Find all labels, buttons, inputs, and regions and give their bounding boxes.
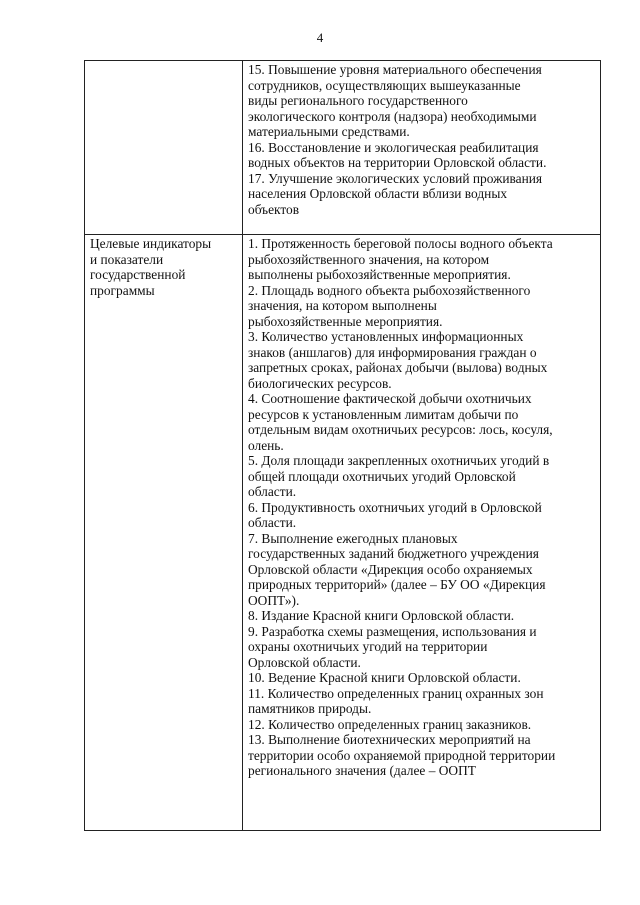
list-item-line: знаков (аншлагов) для информирования граждан о xyxy=(248,344,537,360)
row-content-cell xyxy=(243,235,601,831)
list-item xyxy=(248,171,596,218)
list-item-line: территории особо охраняемой природной территории xyxy=(248,747,556,763)
list-item-line: Орловской области «Дирекция особо охраняемых xyxy=(248,561,533,577)
table-row xyxy=(85,235,601,831)
list-item-line: ресурсов к установленным лимитам добычи по xyxy=(248,406,519,422)
list-item-line: виды регионального государственного xyxy=(248,93,468,108)
list-item-line: 1. Протяженность береговой полосы водного объекта xyxy=(248,236,553,251)
list-item xyxy=(248,283,596,330)
list-item-line: 4. Соотношение фактической добычи охотничьих xyxy=(248,391,532,406)
list-item-line: 10. Ведение Красной книги Орловской области. xyxy=(248,670,521,685)
list-item-line: населения Орловской области вблизи водных xyxy=(248,186,508,201)
list-item-line: регионального значения (далее – ООПТ xyxy=(248,763,476,778)
list-item-line: 17. Улучшение экологических условий проживания xyxy=(248,170,543,186)
list-item-line: 13. Выполнение биотехнических мероприятий на xyxy=(248,732,531,747)
list-item xyxy=(248,608,596,624)
list-item-line: ООПТ»). xyxy=(248,592,300,608)
row-label-cell xyxy=(85,61,243,235)
list-item-line: объектов xyxy=(248,201,300,217)
page-number: 4 xyxy=(316,30,324,45)
list-item xyxy=(248,391,596,453)
list-item-line: 11. Количество определенных границ охранных зон xyxy=(248,685,544,701)
list-item-line: 9. Разработка схемы размещения, использования и xyxy=(248,623,537,639)
list-item-line: выполнены рыбохозяйственные мероприятия. xyxy=(248,267,511,282)
list-item xyxy=(248,329,596,391)
list-item-line: 15. Повышение уровня материального обеспечения xyxy=(248,62,542,77)
list-item-line: области. xyxy=(248,515,297,530)
list-item xyxy=(248,500,596,531)
list-item-line: 6. Продуктивность охотничьих угодий в Орловской xyxy=(248,499,542,515)
list-item xyxy=(248,531,596,609)
list-item xyxy=(248,453,596,500)
row-label-line: государственной xyxy=(90,267,186,282)
list-item-line: запретных сроках, районах добычи (вылова) водных xyxy=(248,360,548,375)
list-item-line: рыбохозяйственные мероприятия. xyxy=(248,313,443,329)
list-item-line: 12. Количество определенных границ заказников. xyxy=(248,716,532,732)
list-item-line: 2. Площадь водного объекта рыбохозяйственного xyxy=(248,282,531,298)
row-label-cell xyxy=(85,235,243,831)
list-item-line: 8. Издание Красной книги Орловской области. xyxy=(248,608,515,623)
row-label-line: и показатели xyxy=(90,251,164,267)
list-item xyxy=(248,624,596,671)
list-item-line: биологических ресурсов. xyxy=(248,375,392,391)
list-item-line: значения, на котором выполнены xyxy=(248,298,437,313)
row-label-line: программы xyxy=(90,282,155,298)
list-item-line: общей площади охотничьих угодий Орловской xyxy=(248,468,516,484)
list-item-line: водных объектов на территории Орловской области. xyxy=(248,155,547,170)
list-item-line: памятников природы. xyxy=(248,701,372,716)
list-item xyxy=(248,236,596,283)
list-item-line: олень. xyxy=(248,437,284,453)
list-item-line: государственных заданий бюджетного учреждения xyxy=(248,546,539,561)
row-content-cell xyxy=(243,61,601,235)
table-row xyxy=(85,61,601,235)
list-item-line: рыбохозяйственного значения, на котором xyxy=(248,251,490,267)
list-item-line: охраны охотничьих угодий на территории xyxy=(248,639,488,654)
list-item-line: области. xyxy=(248,484,297,499)
list-item-line: сотрудников, осуществляющих вышеуказанные xyxy=(248,77,521,93)
list-item xyxy=(248,686,596,717)
list-item xyxy=(248,62,596,140)
list-item-line: природных территорий» (далее – БУ ОО «Дирекция xyxy=(248,577,546,592)
list-item-line: 3. Количество установленных информационных xyxy=(248,329,524,344)
program-table xyxy=(84,60,601,831)
list-item xyxy=(248,670,596,686)
list-item-line: экологического контроля (надзора) необходимыми xyxy=(248,108,537,124)
row-label-line: Целевые индикаторы xyxy=(90,236,212,251)
list-item xyxy=(248,717,596,733)
list-item xyxy=(248,732,596,779)
list-item-line: 7. Выполнение ежегодных плановых xyxy=(248,530,458,546)
list-item-line: отдельным видам охотничьих ресурсов: лось, косуля, xyxy=(248,422,553,437)
list-item-line: 16. Восстановление и экологическая реабилитация xyxy=(248,139,539,155)
list-item xyxy=(248,140,596,171)
list-item-line: 5. Доля площади закрепленных охотничьих угодий в xyxy=(248,453,550,468)
list-item-line: материальными средствами. xyxy=(248,124,410,139)
list-item-line: Орловской области. xyxy=(248,654,361,670)
